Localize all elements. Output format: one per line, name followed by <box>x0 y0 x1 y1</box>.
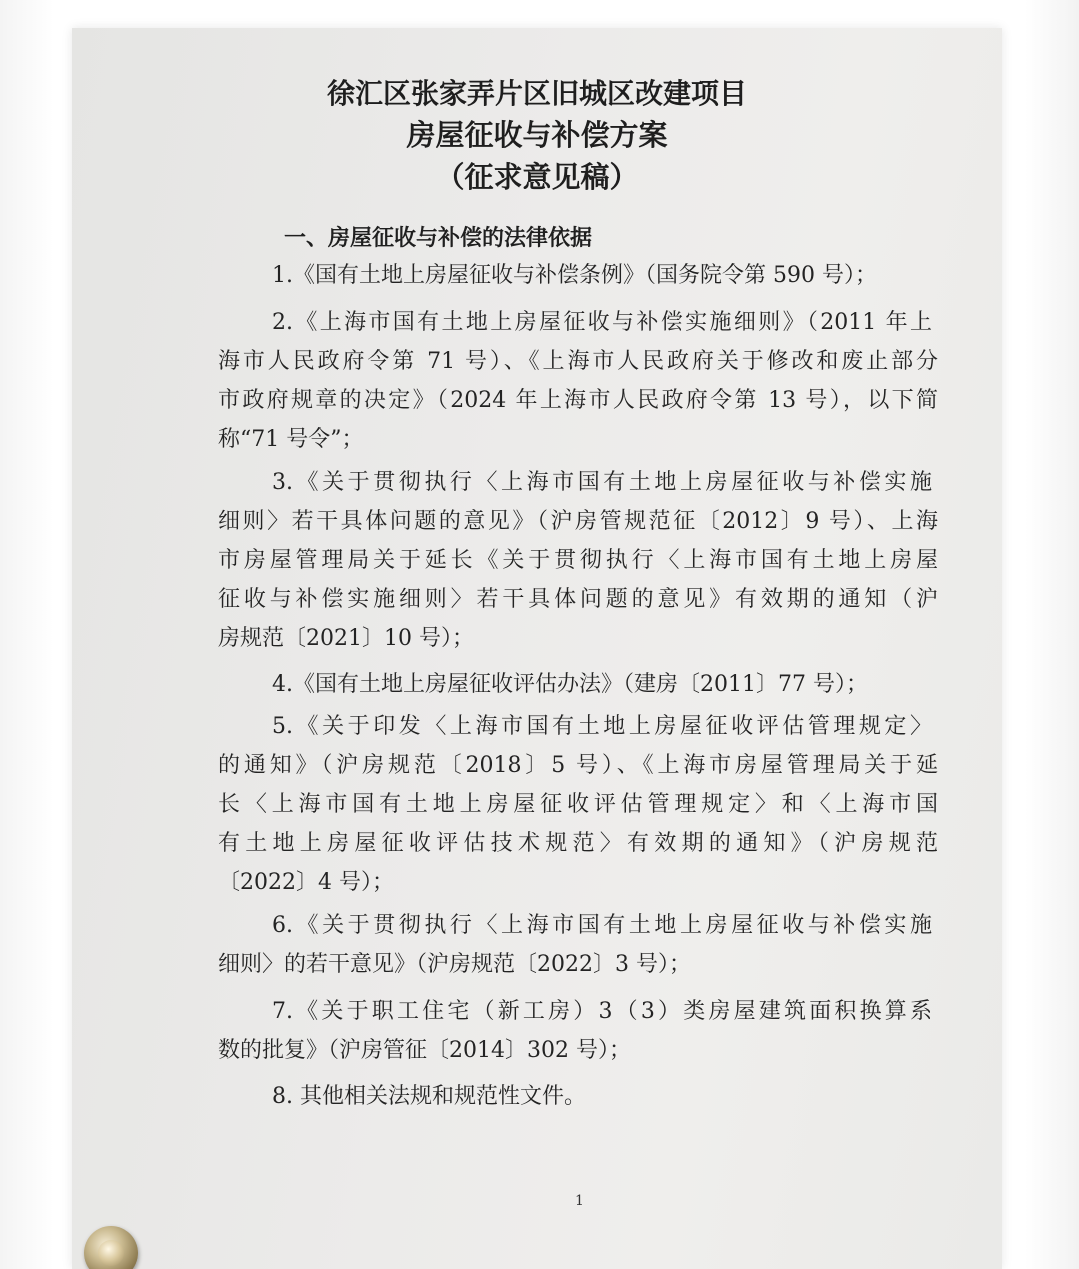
item-3-line-3: 市房屋管理局关于延长《关于贯彻执行〈上海市国有土地上房屋 <box>218 548 938 573</box>
document-title-line-1: 徐汇区张家弄片区旧城区改建项目 <box>326 77 747 110</box>
item-3-line-2: 细则〉若干具体问题的意见》（沪房管规范征〔2012〕9 号）、上海 <box>218 509 938 534</box>
item-5-line-1: 5.《关于印发〈上海市国有土地上房屋征收评估管理规定〉 <box>272 714 932 739</box>
item-6-line-1: 6.《关于贯彻执行〈上海市国有土地上房屋征收与补偿实施 <box>272 913 932 938</box>
document-title-line-2: 房屋征收与补偿方案 <box>406 118 668 152</box>
item-7-line-1: 7.《关于职工住宅（新工房）3（3）类房屋建筑面积换算系 <box>272 999 932 1024</box>
item-5-line-5: 〔2022〕4 号）； <box>218 870 394 895</box>
item-8-line-1: 8. 其他相关法规和规范性文件。 <box>272 1084 586 1109</box>
item-2-line-4: 称“71 号令”； <box>218 427 364 452</box>
document-title-line-3: （征求意见稿） <box>435 160 639 194</box>
page-number: 1 <box>575 1193 584 1209</box>
item-5-line-3: 长〈上海市国有土地上房屋征收评估管理规定〉和〈上海市国 <box>218 792 938 817</box>
section-heading: 一、房屋征收与补偿的法律依据 <box>284 226 593 251</box>
binder-clip-icon <box>84 1226 138 1269</box>
item-6-line-2: 细则〉的若干意见》（沪房规范〔2022〕3 号）； <box>218 952 691 977</box>
binder-clip-center <box>98 1240 124 1266</box>
item-3-line-4: 征收与补偿实施细则〉若干具体问题的意见》有效期的通知（沪 <box>218 587 938 612</box>
document-page <box>72 28 1002 1269</box>
item-5-line-4: 有土地上房屋征收评估技术规范〉有效期的通知》（沪房规范 <box>218 831 938 856</box>
item-3-line-1: 3.《关于贯彻执行〈上海市国有土地上房屋征收与补偿实施 <box>272 470 932 495</box>
item-5-line-2: 的通知》（沪房规范〔2018〕5 号）、《上海市房屋管理局关于延 <box>218 753 938 778</box>
item-2-line-1: 2.《上海市国有土地上房屋征收与补偿实施细则》（2011 年上 <box>272 310 932 335</box>
item-1-line-1: 1.《国有土地上房屋征收与补偿条例》（国务院令第 590 号）； <box>272 263 877 288</box>
item-7-line-2: 数的批复》（沪房管征〔2014〕302 号）； <box>218 1038 631 1063</box>
item-4-line-1: 4.《国有土地上房屋征收评估办法》（建房〔2011〕77 号）； <box>272 672 868 697</box>
item-2-line-3: 市政府规章的决定》（2024 年上海市人民政府令第 13 号），以下简 <box>218 388 938 413</box>
item-2-line-2: 海市人民政府令第 71 号）、《上海市人民政府关于修改和废止部分 <box>218 349 938 374</box>
item-3-line-5: 房规范〔2021〕10 号）； <box>218 626 474 651</box>
